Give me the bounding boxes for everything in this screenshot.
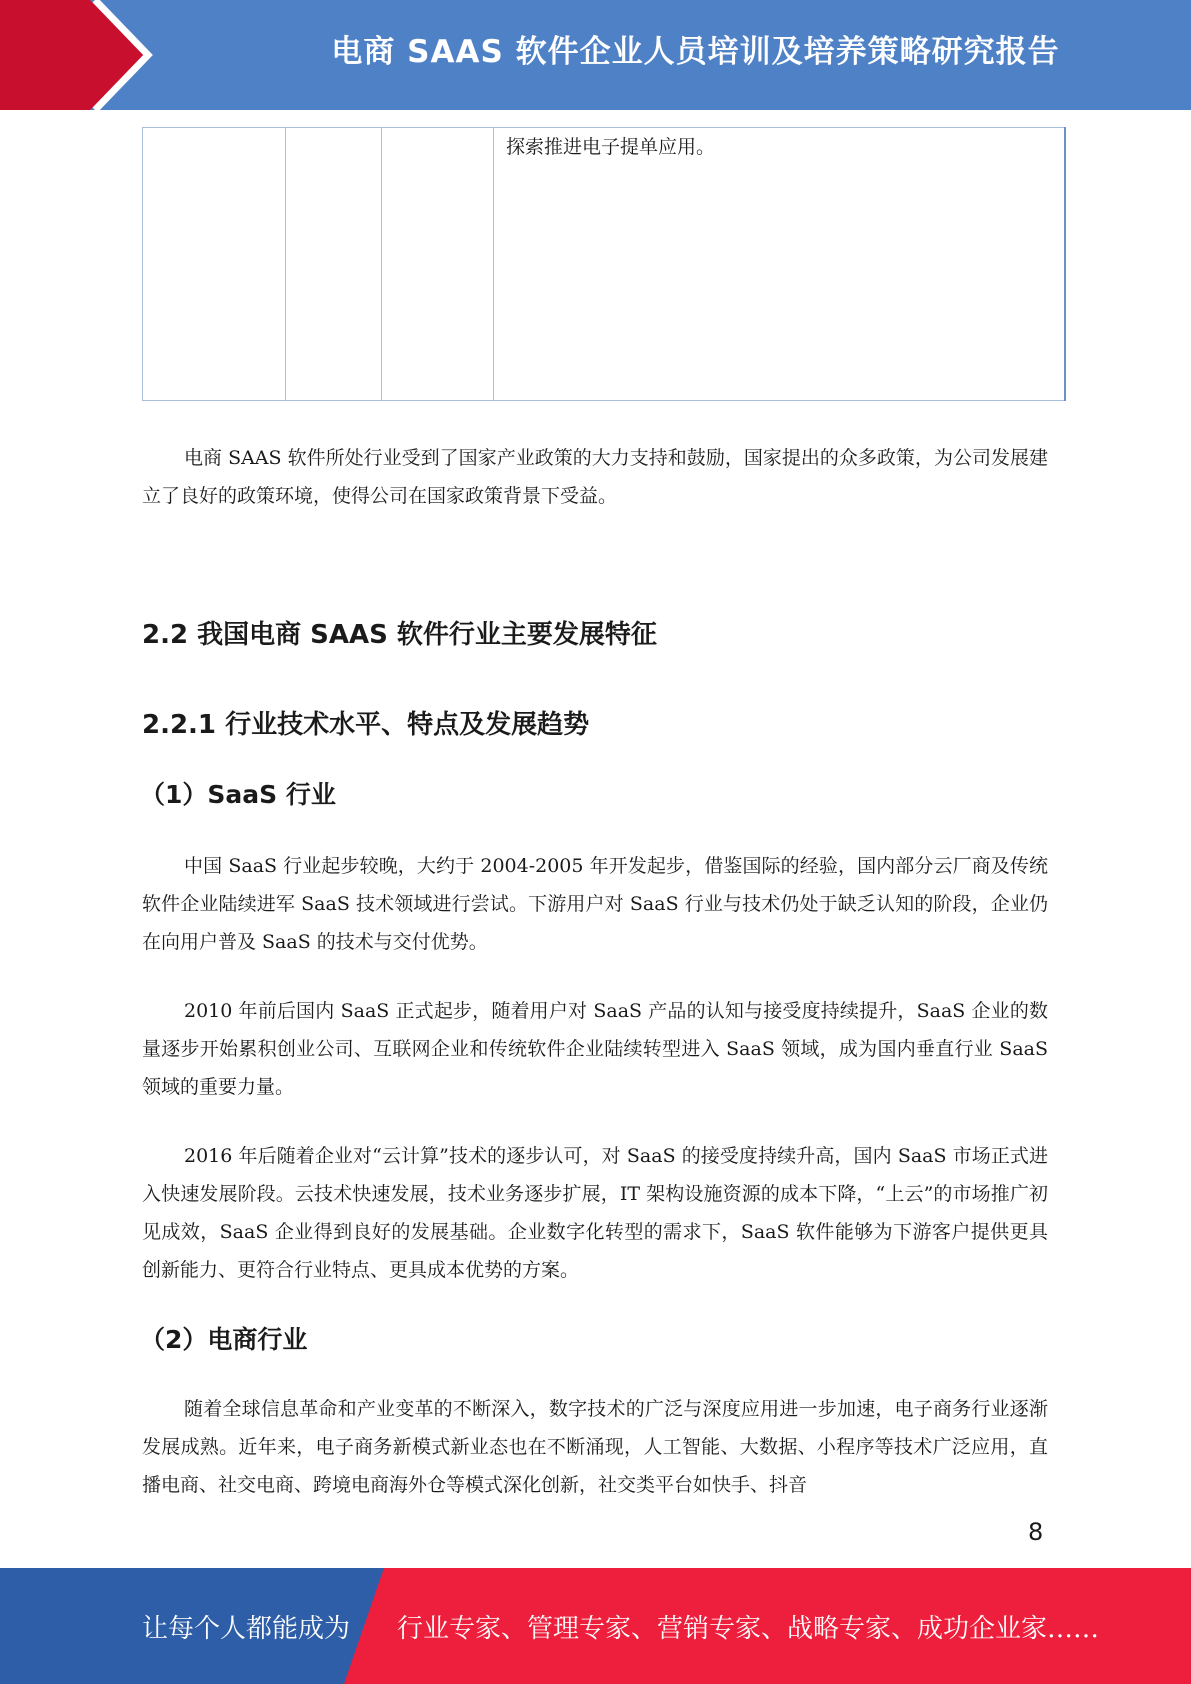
header-arrow-decoration xyxy=(0,0,160,110)
page-header xyxy=(0,0,1191,110)
saas-paragraph-1: 中国 SaaS 行业起步较晚，大约于 2004-2005 年开发起步，借鉴国际的经验，国内部分云厂商及传统软件企业陆续进军 SaaS 技术领域进行尝试。下游用户对 SaaS 行业与技术仍处于缺乏认知的阶段，企业仍在向用户普及 SaaS 的技术与交付优势。 xyxy=(142,855,1048,953)
report-title: 电商 SAAS 软件企业人员培训及培养策略研究报告 xyxy=(331,34,1060,70)
heading-saas-industry: （1）SaaS 行业 xyxy=(140,780,336,809)
footer-slogan-right: 行业专家、管理专家、营销专家、战略专家、成功企业家…… xyxy=(397,1614,1100,1644)
policy-paragraph: 电商 SAAS 软件所处行业受到了国家产业政策的大力支持和鼓励，国家提出的众多政策，为公司发展建立了良好的政策环境，使得公司在国家政策背景下受益。 xyxy=(142,447,1048,507)
page-footer xyxy=(0,1568,1191,1684)
heading-ecommerce-industry: （2）电商行业 xyxy=(140,1325,308,1354)
saas-paragraph-3: 2016 年后随着企业对“云计算”技术的逐步认可，对 SaaS 的接受度持续升高，国内 SaaS 市场正式进入快速发展阶段。云技术快速发展，技术业务逐步扩展，IT 架构设施资源的成本下降，“上云”的市场推广初见成效，SaaS 企业得到良好的发展基础。企业数字化转型的需求下，SaaS 软件能够为下游客户提供更具创新能力、更符合行业特点、更具成本优势的方案。 xyxy=(142,1145,1048,1281)
table-cell-empty xyxy=(143,128,286,401)
section-heading-2-2: 2.2 我国电商 SAAS 软件行业主要发展特征 xyxy=(142,620,657,650)
table-cell-text: 探索推进电子提单应用。 xyxy=(494,128,1065,401)
header-red-chevron xyxy=(0,0,148,110)
section-heading-2-2-1: 2.2.1 行业技术水平、特点及发展趋势 xyxy=(142,710,590,740)
saas-paragraph-2: 2010 年前后国内 SaaS 正式起步，随着用户对 SaaS 产品的认知与接受度持续提升，SaaS 企业的数量逐步开始累积创业公司、互联网企业和传统软件企业陆续转型进入 SaaS 领域，成为国内垂直行业 SaaS 领域的重要力量。 xyxy=(142,1000,1048,1098)
table-row xyxy=(143,128,1065,401)
continued-table xyxy=(142,127,1066,401)
ecommerce-paragraph: 随着全球信息革命和产业变革的不断深入，数字技术的广泛与深度应用进一步加速，电子商务行业逐渐发展成熟。近年来，电子商务新模式新业态也在不断涌现，人工智能、大数据、小程序等技术广泛应用，直播电商、社交电商、跨境电商海外仓等模式深化创新，社交类平台如快手、抖音 xyxy=(142,1398,1048,1496)
footer-slogan-left: 让每个人都能成为 xyxy=(142,1614,351,1644)
table-cell-empty xyxy=(286,128,382,401)
page-number: 8 xyxy=(1028,1518,1044,1546)
table-cell-empty xyxy=(382,128,494,401)
